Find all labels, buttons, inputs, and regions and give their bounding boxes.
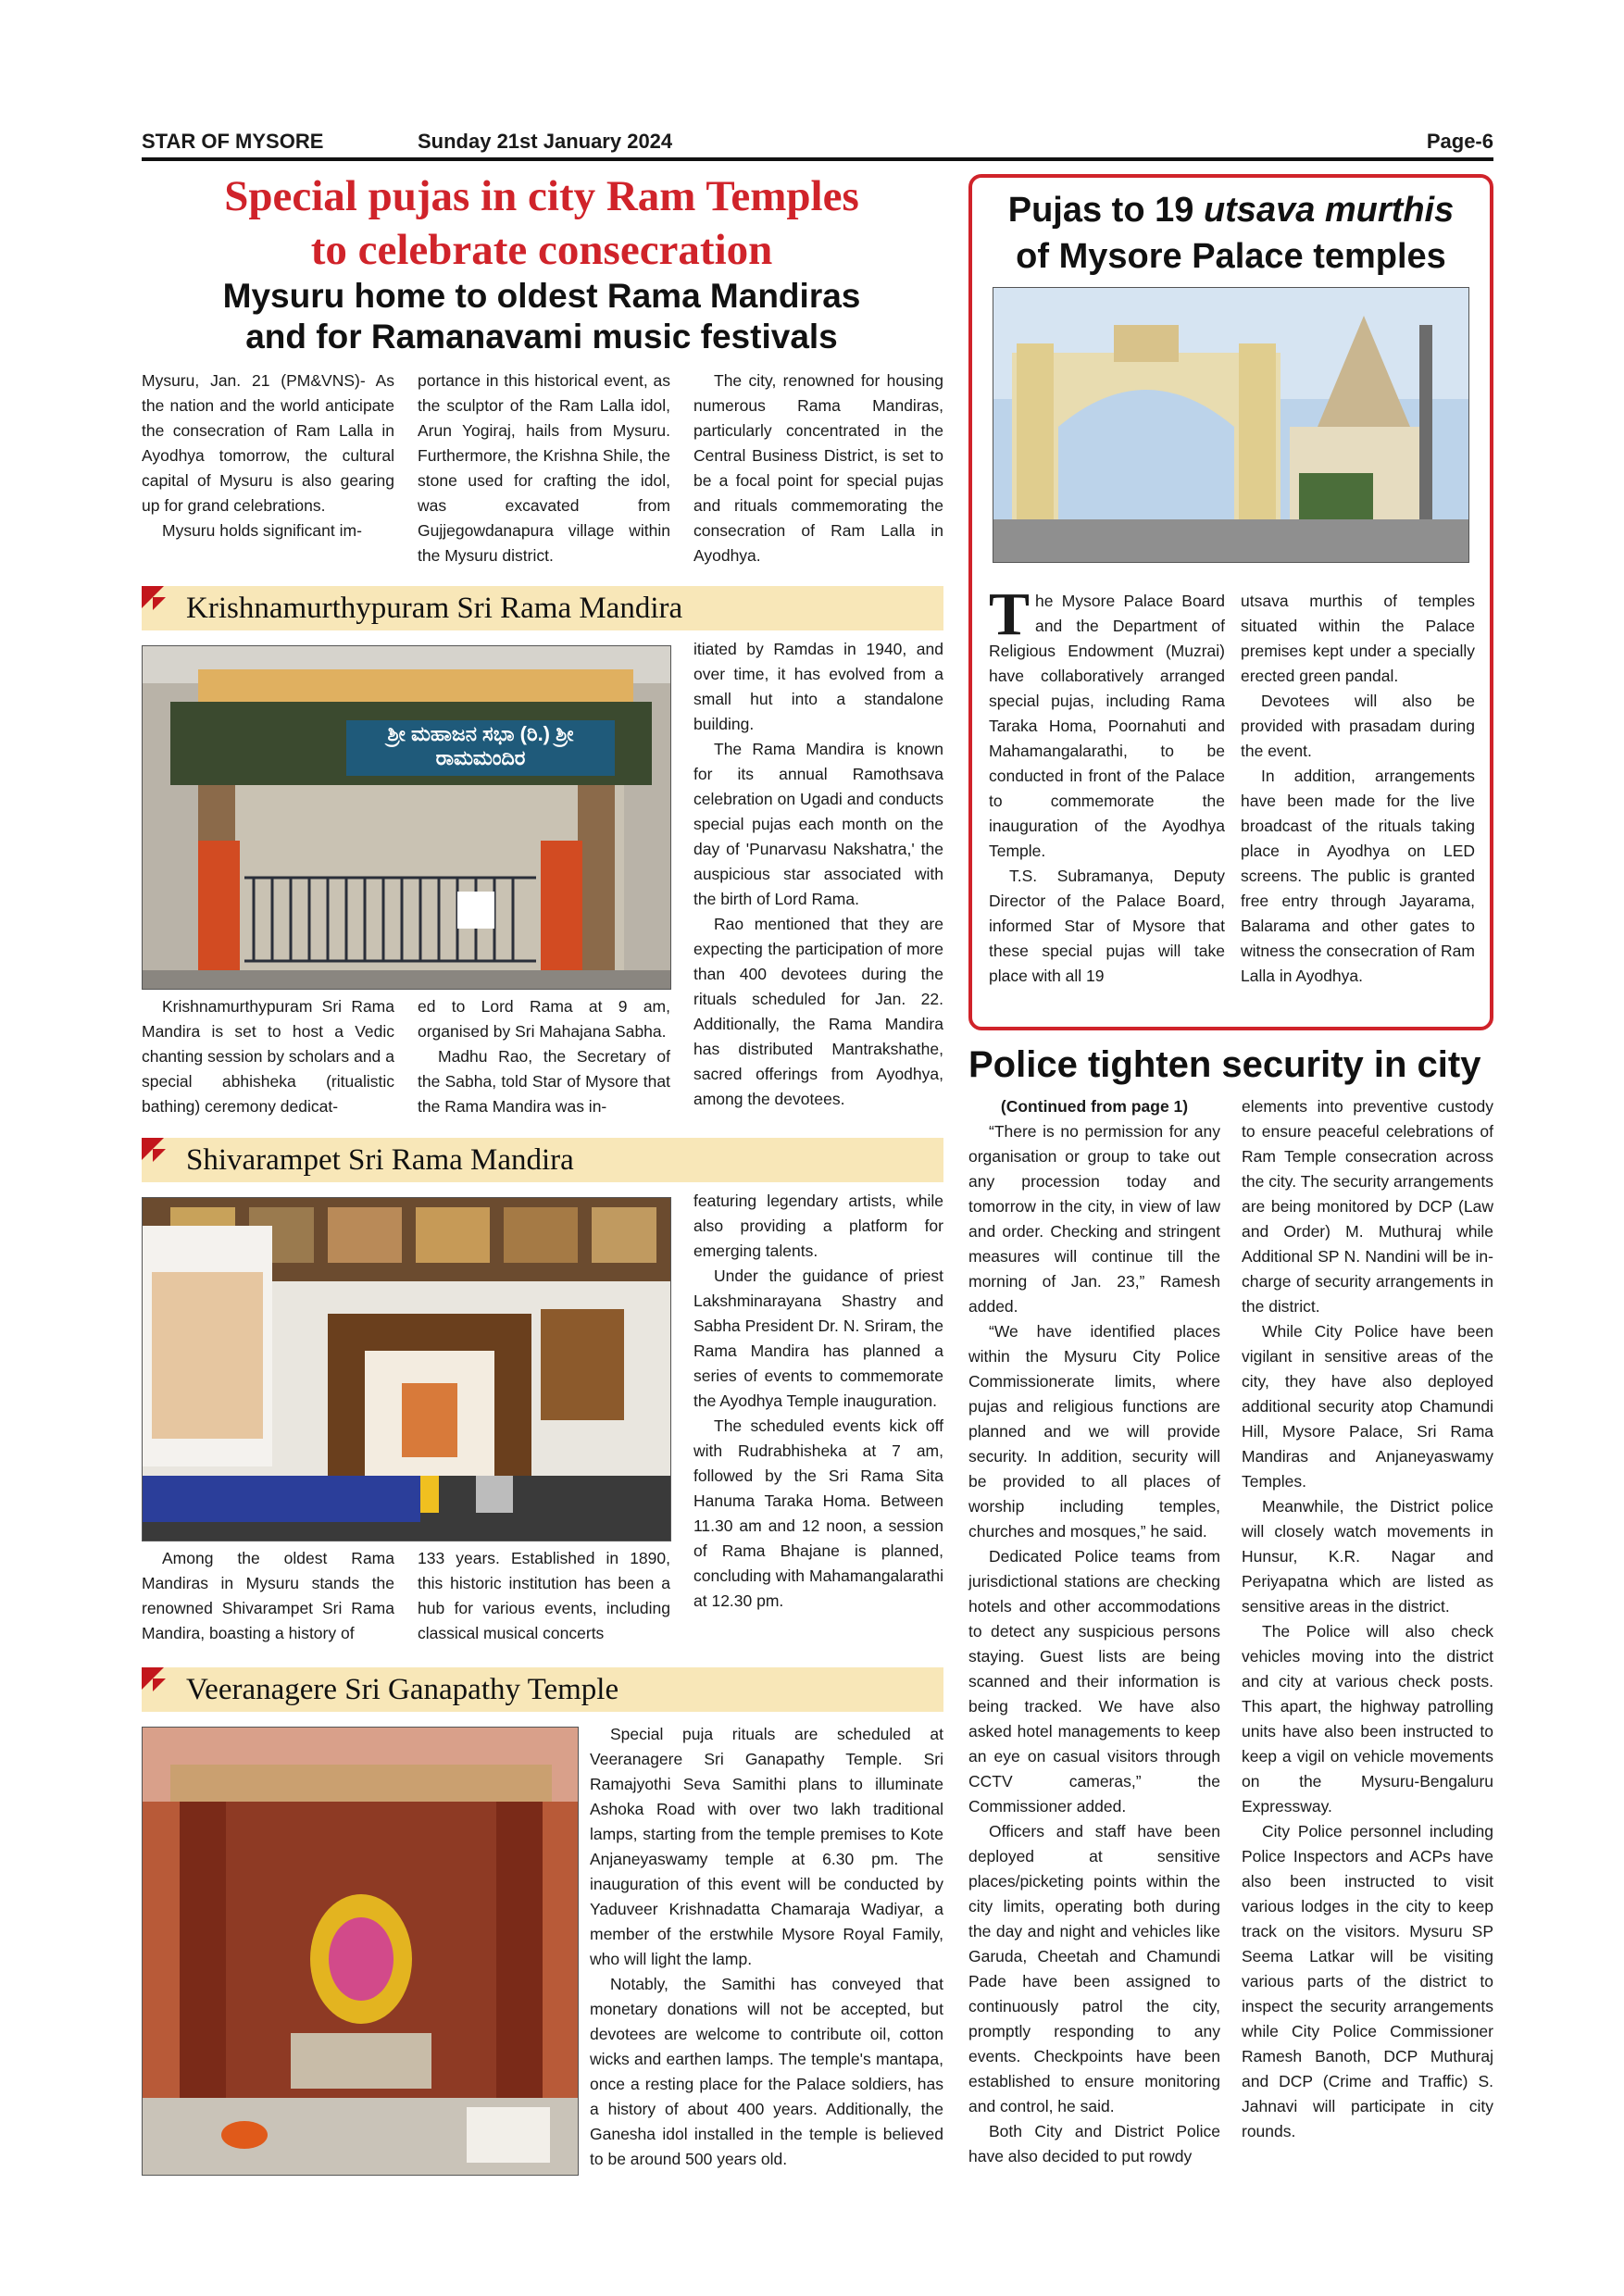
story-para: “We have identified places within the Mysuru City Police Commissionerate limits, where pujas and religious functions are planned and we will provide security. In addition, security will be provided to all places of worship including temples, churches and mosques,” he said.: [968, 1322, 1220, 1541]
issue-date: Sunday 21st January 2024: [418, 130, 673, 153]
krishnamurthypuram-col3: [693, 637, 943, 1112]
palace-col1: [989, 580, 1225, 989]
story-para: The scheduled events kick off with Rudrabhisheka at 7 am, followed by the Sri Rama Sita Hanuma Taraka Homa. Between 11.30 am and 12 noon, a session of Rama Bhajane is planned, concluding with Mahamangalarathi at 12.30 pm.: [693, 1416, 943, 1610]
story-para: ed to Lord Rama at 9 am, organised by Sri Mahajana Sabha.: [418, 997, 670, 1041]
story-para: Dedicated Police teams from jurisdictional stations are checking hotels and other accommodations to detect any suspicious persons staying. Guest lists are being scanned and their information is being tracked. We have also asked hotel managements to keep an eye on casual visitors through CCTV cameras,” the Commissioner added.: [968, 1547, 1220, 1816]
story-para: Rao mentioned that they are expecting the participation of more than 400 devotees during the rituals scheduled for Jan. 22. Additionally, the Rama Mandira has distributed Mantrakshathe, sacred offerings from Ayodhya, among the devotees.: [693, 915, 943, 1108]
krishnamurthypuram-col1: [142, 994, 394, 1119]
story-para: Among the oldest Rama Mandiras in Mysuru stands the renowned Shivarampet Sri Rama Mandira, boasting a history of: [142, 1549, 394, 1642]
banner-title: Veeranagere Sri Ganapathy Temple: [186, 1673, 619, 1706]
main-story-para: portance in this historical event, as the sculptor of the Ram Lalla idol, Arun Yogiraj, hails from Mysuru. Furthermore, the Krishna Shile, the stone used for crafting the idol, was excavated from Gujjegowdanapura village within the Mysuru district.: [418, 371, 670, 565]
main-story-col1: [142, 368, 394, 543]
story-para: The Rama Mandira is known for its annual Ramothsava celebration on Ugadi and conducts special pujas each month on the day of 'Punarvasu Nakshatra,' the auspicious star associated with the birth of Lord Rama.: [693, 740, 943, 908]
story-para: The Mysore Palace Board and the Department of Religious Endowment (Muzrai) have collaboratively arranged special pujas, including Rama Taraka Homa, Poornahuti and Mahamangalarathi, to be conducted in front of the Palace to commemorate the inauguration of the Ayodhya Temple.: [989, 580, 1225, 860]
section-banner-veeranagere: [142, 1667, 943, 1712]
krishnamurthypuram-col2: [418, 994, 670, 1119]
main-subhead: [139, 276, 944, 357]
page-number: Page-6: [1426, 130, 1493, 153]
palace-headline: [972, 187, 1490, 280]
police-col2: [1242, 1094, 1493, 2144]
police-headline: Police tighten security in city: [968, 1044, 1481, 1085]
palace-headline-line1: Pujas to 19 utsava murthis: [1007, 191, 1455, 230]
story-para: elements into preventive custody to ensure peaceful celebrations of Ram Temple consecration across the city. The security arrangements are being monitored by DCP (Law and Order) M. Muthuraj while Additional SP N. Nandini will be in-charge of security arrangements in the district.: [1242, 1097, 1493, 1316]
story-para: featuring legendary artists, while also providing a platform for emerging talents.: [693, 1192, 943, 1260]
temple-sign-text: ಶ್ರೀ ಮಹಾಜನ ಸಭಾ (ರಿ.) ಶ್ರೀ ರಾಮಮಂದಿರ: [387, 722, 574, 769]
shivarampet-temple-photo: [142, 1197, 671, 1541]
story-para: City Police personnel including Police Inspectors and ACPs have also been instructed to visit various lodges in the city to keep track on the visitors. Mysuru SP Seema Latkar will be visiting various parts of the district to inspect the security arrangements while City Police Commissioner Ramesh Banoth, DCP Muthuraj and DCP (Crime and Traffic) S. Jahnavi will participate in city rounds.: [1242, 1822, 1493, 2140]
section-banner-krishnamurthypuram: [142, 586, 943, 630]
story-para: Devotees will also be provided with prasadam during the event.: [1241, 692, 1475, 760]
main-headline-line2: to celebrate consecration: [310, 226, 773, 274]
palace-dropcap: T: [989, 580, 1031, 648]
main-story-col2: [418, 368, 670, 568]
main-story-para: Mysuru, Jan. 21 (PM&VNS)- As the nation and the world anticipate the consecration of Ram Lalla in Ayodhya tomorrow, the cultural capital of Mysuru is also gearing up for grand celebrations.: [142, 371, 394, 515]
main-story-para: The city, renowned for housing numerous Rama Mandiras, particularly concentrated in the Central Business District, is set to be a focal point for special pujas and rituals commemorating the consecration of Ram Lalla in Ayodhya.: [693, 371, 943, 565]
main-story-para: Mysuru holds significant im-: [162, 521, 362, 540]
story-para: “There is no permission for any organisation or group to take out any procession today and tomorrow in the city, in view of law and order. Checking and stringent measures will continue till the morning of Jan. 23,” Ramesh added.: [968, 1122, 1220, 1316]
story-para: While City Police have been vigilant in sensitive areas of the city, they have also deployed additional security atop Chamundi Hill, Mysore Palace, Sri Rama Mandiras and Anjaneyaswamy Temples.: [1242, 1322, 1493, 1491]
story-para: itiated by Ramdas in 1940, and over time, it has evolved from a small hut into a standalone building.: [693, 640, 943, 733]
section-banner-shivarampet: [142, 1138, 943, 1182]
story-para: Krishnamurthypuram Sri Rama Mandira is set to host a Vedic chanting session by scholars and a special abhisheka (ritualistic bathing) ceremony dedicat-: [142, 997, 394, 1116]
story-para: The Police will also check vehicles moving into the district and city at various check posts. This apart, the highway patrolling units have also been instructed to keep a vigil on vehicle movements on the Mysuru-Bengaluru Expressway.: [1242, 1622, 1493, 1816]
paper-name: STAR OF MYSORE: [142, 130, 324, 153]
palace-headline-line2: of Mysore Palace temples: [1016, 237, 1446, 276]
main-subhead-line2: and for Ramanavami music festivals: [245, 318, 838, 356]
banner-title: Shivarampet Sri Rama Mandira: [186, 1143, 574, 1177]
palace-headline-italic: utsava murthis: [1203, 191, 1455, 230]
masthead: [142, 130, 1493, 161]
story-para: Meanwhile, the District police will closely watch movements in Hunsur, K.R. Nagar and Periyapatna which are listed as sensitive areas in the district.: [1242, 1497, 1493, 1616]
veeranagere-text: [590, 1722, 943, 2172]
palace-pujas-box: [968, 174, 1493, 1030]
story-para: utsava murthis of temples situated within the Palace premises kept under a specially erected green pandal.: [1241, 592, 1475, 685]
shivarampet-col2: [418, 1546, 670, 1646]
story-para: Both City and District Police have also decided to put rowdy: [968, 2122, 1220, 2165]
shivarampet-col3: [693, 1189, 943, 1614]
story-para: Special puja rituals are scheduled at Veeranagere Sri Ganapathy Temple. Sri Ramajyothi Seva Samithi plans to illuminate Ashoka Road with over two lakh traditional lamps, starting from the temple premises to Kote Anjaneyaswamy temple at 6.30 pm. The inauguration of this event will be conducted by Yaduveer Krishnadatta Chamaraja Wadiyar, a member of the erstwhile Mysore Royal Family, who will light the lamp.: [590, 1725, 943, 1968]
mysore-palace-photo: [993, 287, 1469, 563]
story-para: Under the guidance of priest Lakshminarayana Shastry and Sabha President Dr. N. Sriram, the Rama Mandira has planned a series of events to commemorate the Ayodhya Temple inauguration.: [693, 1267, 943, 1410]
continued-note: (Continued from page 1): [1000, 1097, 1189, 1116]
main-headline-line1: Special pujas in city Ram Temples: [224, 172, 859, 220]
main-story-col3: [693, 368, 943, 568]
story-para: Madhu Rao, the Secretary of the Sabha, told Star of Mysore that the Rama Mandira was in-: [418, 1047, 670, 1116]
story-para: Notably, the Samithi has conveyed that monetary donations will not be accepted, but devotees are welcome to contribute oil, cotton wicks and earthen lamps. The temple's mantapa, once a resting place for the Palace soldiers, has a history of about 400 years. Additionally, the Ganesha idol installed in the temple is believed to be around 500 years old.: [590, 1975, 943, 2168]
police-col1: [968, 1094, 1220, 2169]
story-para: 133 years. Established in 1890, this historic institution has been a hub for various events, including classical musical concerts: [418, 1549, 670, 1642]
veeranagere-temple-photo: [142, 1727, 579, 2176]
story-para: T.S. Subramanya, Deputy Director of the Palace Board, informed Star of Mysore that these special pujas will take place with all 19: [989, 867, 1225, 985]
palace-col2: [1241, 589, 1475, 989]
main-headline: [139, 169, 944, 277]
banner-title: Krishnamurthypuram Sri Rama Mandira: [186, 592, 683, 625]
main-subhead-line1: Mysuru home to oldest Rama Mandiras: [222, 277, 861, 315]
story-para: Officers and staff have been deployed at sensitive places/picketing points within the city limits, operating both during the day and night and vehicles like Garuda, Cheetah and Chamundi Pade have been assigned to continuously patrol the city, promptly responding to any events. Checkpoints have been established to ensure monitoring and control, he said.: [968, 1822, 1220, 2115]
story-para: In addition, arrangements have been made for the live broadcast of the rituals taking place in Ayodhya on LED screens. The public is granted free entry through Jayarama, Balarama and other gates to witness the consecration of Ram Lalla in Ayodhya.: [1241, 767, 1475, 985]
shivarampet-col1: [142, 1546, 394, 1646]
krishnamurthypuram-temple-photo: [142, 645, 671, 990]
